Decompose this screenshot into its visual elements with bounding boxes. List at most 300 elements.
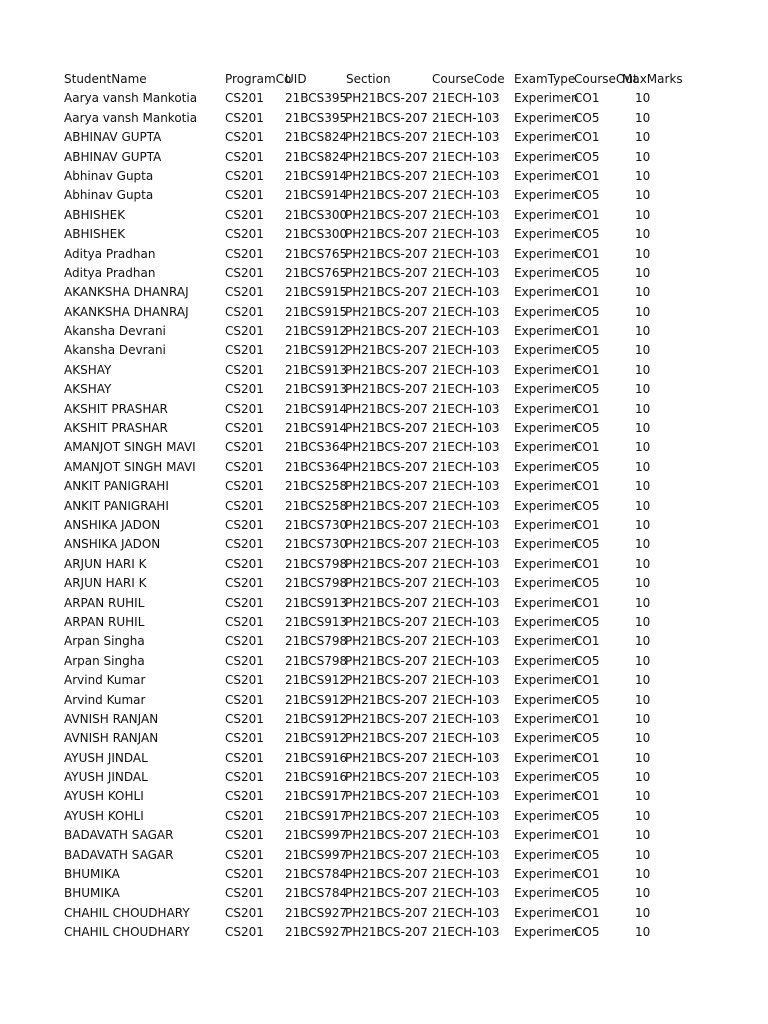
cell-course-code: 21ECH-103: [432, 304, 500, 319]
cell-course-code: 21ECH-103: [432, 537, 500, 552]
cell-student-name: ARJUN HARI K: [64, 556, 147, 571]
cell-section: PH21BCS-207: [345, 479, 428, 494]
cell-exam-type: Experimen: [514, 343, 579, 358]
cell-uid: 21BCS913: [285, 382, 348, 397]
cell-course-code: 21ECH-103: [432, 711, 500, 726]
cell-program-code: CS201: [225, 925, 264, 940]
cell-course-out: CO1: [574, 867, 600, 882]
cell-exam-type: Experimen: [514, 517, 579, 532]
cell-course-code: 21ECH-103: [432, 91, 500, 106]
cell-section: PH21BCS-207: [345, 343, 428, 358]
cell-student-name: BHUMIKA: [64, 886, 120, 901]
cell-program-code: CS201: [225, 304, 264, 319]
cell-exam-type: Experimen: [514, 168, 579, 183]
cell-course-code: 21ECH-103: [432, 285, 500, 300]
cell-max-marks: 10: [635, 285, 651, 300]
cell-uid: 21BCS912: [285, 711, 348, 726]
cell-course-code: 21ECH-103: [432, 692, 500, 707]
cell-course-out: CO1: [574, 401, 600, 416]
cell-course-code: 21ECH-103: [432, 614, 500, 629]
cell-program-code: CS201: [225, 847, 264, 862]
cell-exam-type: Experimen: [514, 614, 579, 629]
cell-section: PH21BCS-207: [345, 227, 428, 242]
cell-student-name: BADAVATH SAGAR: [64, 828, 174, 843]
cell-uid: 21BCS258: [285, 479, 348, 494]
cell-student-name: AKSHAY: [64, 382, 112, 397]
cell-exam-type: Experimen: [514, 556, 579, 571]
cell-max-marks: 10: [635, 401, 651, 416]
cell-course-out: CO1: [574, 673, 600, 688]
cell-student-name: Arvind Kumar: [64, 692, 146, 707]
cell-course-code: 21ECH-103: [432, 576, 500, 591]
cell-uid: 21BCS917: [285, 808, 348, 823]
cell-student-name: AVNISH RANJAN: [64, 731, 159, 746]
cell-course-code: 21ECH-103: [432, 517, 500, 532]
cell-student-name: Aarya vansh Mankotia: [64, 91, 198, 106]
cell-uid: 21BCS917: [285, 789, 348, 804]
cell-exam-type: Experimen: [514, 382, 579, 397]
cell-course-out: CO1: [574, 324, 600, 339]
cell-max-marks: 10: [635, 770, 651, 785]
cell-section: PH21BCS-207: [345, 265, 428, 280]
cell-exam-type: Experimen: [514, 789, 579, 804]
cell-course-code: 21ECH-103: [432, 867, 500, 882]
cell-program-code: CS201: [225, 517, 264, 532]
header-student-name: StudentName: [64, 72, 147, 86]
cell-course-out: CO5: [574, 188, 600, 203]
cell-student-name: AYUSH KOHLI: [64, 789, 144, 804]
cell-course-code: 21ECH-103: [432, 149, 500, 164]
cell-course-out: CO1: [574, 517, 600, 532]
cell-section: PH21BCS-207: [345, 905, 428, 920]
cell-program-code: CS201: [225, 886, 264, 901]
cell-course-code: 21ECH-103: [432, 188, 500, 203]
cell-section: PH21BCS-207: [345, 614, 428, 629]
cell-section: PH21BCS-207: [345, 867, 428, 882]
cell-uid: 21BCS784: [285, 886, 348, 901]
cell-max-marks: 10: [635, 110, 651, 125]
cell-max-marks: 10: [635, 343, 651, 358]
cell-max-marks: 10: [635, 207, 651, 222]
cell-course-out: CO1: [574, 285, 600, 300]
cell-course-out: CO1: [574, 362, 600, 377]
cell-section: PH21BCS-207: [345, 653, 428, 668]
cell-exam-type: Experimen: [514, 905, 579, 920]
cell-course-out: CO5: [574, 149, 600, 164]
cell-course-code: 21ECH-103: [432, 421, 500, 436]
cell-uid: 21BCS912: [285, 343, 348, 358]
cell-program-code: CS201: [225, 401, 264, 416]
cell-max-marks: 10: [635, 925, 651, 940]
cell-course-code: 21ECH-103: [432, 130, 500, 145]
cell-max-marks: 10: [635, 537, 651, 552]
cell-student-name: AMANJOT SINGH MAVI: [64, 440, 196, 455]
cell-max-marks: 10: [635, 498, 651, 513]
cell-exam-type: Experimen: [514, 459, 579, 474]
cell-program-code: CS201: [225, 828, 264, 843]
cell-course-out: CO1: [574, 634, 600, 649]
cell-exam-type: Experimen: [514, 886, 579, 901]
cell-program-code: CS201: [225, 168, 264, 183]
cell-uid: 21BCS798: [285, 634, 348, 649]
cell-program-code: CS201: [225, 692, 264, 707]
cell-section: PH21BCS-207: [345, 324, 428, 339]
cell-section: PH21BCS-207: [345, 886, 428, 901]
cell-uid: 21BCS395: [285, 110, 348, 125]
header-section: Section: [346, 72, 391, 86]
cell-max-marks: 10: [635, 421, 651, 436]
cell-section: PH21BCS-207: [345, 731, 428, 746]
cell-exam-type: Experimen: [514, 576, 579, 591]
cell-exam-type: Experimen: [514, 130, 579, 145]
cell-course-out: CO1: [574, 168, 600, 183]
cell-student-name: Aditya Pradhan: [64, 265, 156, 280]
cell-uid: 21BCS798: [285, 576, 348, 591]
cell-student-name: ARPAN RUHIL: [64, 614, 145, 629]
cell-student-name: ANSHIKA JADON: [64, 517, 161, 532]
cell-student-name: Arvind Kumar: [64, 673, 146, 688]
cell-course-code: 21ECH-103: [432, 595, 500, 610]
cell-section: PH21BCS-207: [345, 847, 428, 862]
cell-program-code: CS201: [225, 362, 264, 377]
cell-max-marks: 10: [635, 168, 651, 183]
cell-section: PH21BCS-207: [345, 692, 428, 707]
cell-course-out: CO1: [574, 789, 600, 804]
cell-max-marks: 10: [635, 382, 651, 397]
cell-section: PH21BCS-207: [345, 498, 428, 513]
cell-exam-type: Experimen: [514, 110, 579, 125]
cell-max-marks: 10: [635, 304, 651, 319]
cell-uid: 21BCS395: [285, 91, 348, 106]
cell-course-out: CO5: [574, 227, 600, 242]
cell-exam-type: Experimen: [514, 362, 579, 377]
cell-course-out: CO1: [574, 130, 600, 145]
cell-exam-type: Experimen: [514, 401, 579, 416]
cell-course-out: CO1: [574, 479, 600, 494]
cell-max-marks: 10: [635, 634, 651, 649]
cell-max-marks: 10: [635, 324, 651, 339]
cell-uid: 21BCS730: [285, 537, 348, 552]
cell-section: PH21BCS-207: [345, 576, 428, 591]
cell-uid: 21BCS913: [285, 595, 348, 610]
cell-course-code: 21ECH-103: [432, 847, 500, 862]
cell-program-code: CS201: [225, 576, 264, 591]
cell-course-code: 21ECH-103: [432, 382, 500, 397]
header-uid: UID: [285, 72, 307, 86]
cell-section: PH21BCS-207: [345, 110, 428, 125]
cell-program-code: CS201: [225, 91, 264, 106]
cell-program-code: CS201: [225, 324, 264, 339]
cell-course-out: CO5: [574, 343, 600, 358]
cell-program-code: CS201: [225, 653, 264, 668]
cell-student-name: AKSHIT PRASHAR: [64, 401, 168, 416]
cell-uid: 21BCS997: [285, 828, 348, 843]
header-course-code: CourseCode: [432, 72, 505, 86]
cell-course-code: 21ECH-103: [432, 750, 500, 765]
cell-course-code: 21ECH-103: [432, 246, 500, 261]
cell-program-code: CS201: [225, 265, 264, 280]
cell-program-code: CS201: [225, 789, 264, 804]
cell-uid: 21BCS913: [285, 362, 348, 377]
cell-exam-type: Experimen: [514, 673, 579, 688]
cell-course-out: CO5: [574, 576, 600, 591]
cell-uid: 21BCS300: [285, 227, 348, 242]
cell-uid: 21BCS915: [285, 285, 348, 300]
cell-course-code: 21ECH-103: [432, 808, 500, 823]
cell-exam-type: Experimen: [514, 808, 579, 823]
cell-max-marks: 10: [635, 91, 651, 106]
cell-exam-type: Experimen: [514, 246, 579, 261]
cell-program-code: CS201: [225, 498, 264, 513]
cell-exam-type: Experimen: [514, 595, 579, 610]
cell-course-code: 21ECH-103: [432, 925, 500, 940]
cell-course-code: 21ECH-103: [432, 905, 500, 920]
cell-course-code: 21ECH-103: [432, 731, 500, 746]
cell-uid: 21BCS914: [285, 168, 348, 183]
cell-uid: 21BCS912: [285, 731, 348, 746]
cell-course-out: CO1: [574, 828, 600, 843]
cell-uid: 21BCS765: [285, 265, 348, 280]
cell-program-code: CS201: [225, 905, 264, 920]
cell-exam-type: Experimen: [514, 265, 579, 280]
cell-student-name: Arpan Singha: [64, 634, 145, 649]
cell-max-marks: 10: [635, 789, 651, 804]
cell-student-name: ABHISHEK: [64, 207, 126, 222]
cell-uid: 21BCS912: [285, 692, 348, 707]
cell-course-out: CO5: [574, 498, 600, 513]
cell-max-marks: 10: [635, 149, 651, 164]
cell-course-code: 21ECH-103: [432, 459, 500, 474]
cell-program-code: CS201: [225, 130, 264, 145]
cell-max-marks: 10: [635, 595, 651, 610]
cell-section: PH21BCS-207: [345, 517, 428, 532]
cell-student-name: Akansha Devrani: [64, 343, 166, 358]
cell-uid: 21BCS824: [285, 149, 348, 164]
cell-student-name: AVNISH RANJAN: [64, 711, 159, 726]
cell-uid: 21BCS824: [285, 130, 348, 145]
cell-section: PH21BCS-207: [345, 789, 428, 804]
cell-section: PH21BCS-207: [345, 711, 428, 726]
cell-section: PH21BCS-207: [345, 91, 428, 106]
cell-course-out: CO5: [574, 925, 600, 940]
cell-student-name: Aditya Pradhan: [64, 246, 156, 261]
cell-uid: 21BCS730: [285, 517, 348, 532]
cell-program-code: CS201: [225, 421, 264, 436]
cell-course-code: 21ECH-103: [432, 362, 500, 377]
cell-course-out: CO1: [574, 750, 600, 765]
cell-student-name: BADAVATH SAGAR: [64, 847, 174, 862]
header-program-code: ProgramCo: [225, 72, 292, 86]
cell-course-code: 21ECH-103: [432, 556, 500, 571]
cell-exam-type: Experimen: [514, 324, 579, 339]
cell-exam-type: Experimen: [514, 304, 579, 319]
cell-section: PH21BCS-207: [345, 459, 428, 474]
cell-max-marks: 10: [635, 130, 651, 145]
cell-student-name: Abhinav Gupta: [64, 168, 154, 183]
cell-max-marks: 10: [635, 711, 651, 726]
cell-exam-type: Experimen: [514, 925, 579, 940]
cell-uid: 21BCS916: [285, 750, 348, 765]
cell-program-code: CS201: [225, 711, 264, 726]
cell-student-name: CHAHIL CHOUDHARY: [64, 925, 190, 940]
cell-section: PH21BCS-207: [345, 246, 428, 261]
cell-course-code: 21ECH-103: [432, 168, 500, 183]
cell-student-name: ARJUN HARI K: [64, 576, 147, 591]
cell-uid: 21BCS997: [285, 847, 348, 862]
cell-uid: 21BCS798: [285, 556, 348, 571]
cell-uid: 21BCS912: [285, 324, 348, 339]
cell-section: PH21BCS-207: [345, 401, 428, 416]
cell-section: PH21BCS-207: [345, 634, 428, 649]
cell-program-code: CS201: [225, 285, 264, 300]
cell-course-out: CO5: [574, 770, 600, 785]
cell-student-name: Abhinav Gupta: [64, 188, 154, 203]
cell-course-code: 21ECH-103: [432, 673, 500, 688]
cell-course-out: CO1: [574, 556, 600, 571]
cell-uid: 21BCS765: [285, 246, 348, 261]
cell-max-marks: 10: [635, 459, 651, 474]
cell-course-out: CO5: [574, 808, 600, 823]
cell-program-code: CS201: [225, 595, 264, 610]
cell-exam-type: Experimen: [514, 479, 579, 494]
cell-course-code: 21ECH-103: [432, 227, 500, 242]
cell-course-code: 21ECH-103: [432, 324, 500, 339]
cell-section: PH21BCS-207: [345, 537, 428, 552]
cell-program-code: CS201: [225, 808, 264, 823]
cell-program-code: CS201: [225, 634, 264, 649]
cell-max-marks: 10: [635, 227, 651, 242]
cell-exam-type: Experimen: [514, 149, 579, 164]
cell-section: PH21BCS-207: [345, 188, 428, 203]
cell-course-out: CO1: [574, 207, 600, 222]
cell-program-code: CS201: [225, 382, 264, 397]
cell-program-code: CS201: [225, 440, 264, 455]
cell-course-code: 21ECH-103: [432, 770, 500, 785]
cell-max-marks: 10: [635, 265, 651, 280]
cell-course-out: CO5: [574, 692, 600, 707]
cell-course-out: CO1: [574, 711, 600, 726]
cell-max-marks: 10: [635, 479, 651, 494]
cell-program-code: CS201: [225, 731, 264, 746]
cell-uid: 21BCS364: [285, 459, 348, 474]
cell-uid: 21BCS915: [285, 304, 348, 319]
cell-program-code: CS201: [225, 673, 264, 688]
cell-course-out: CO5: [574, 614, 600, 629]
cell-exam-type: Experimen: [514, 847, 579, 862]
cell-exam-type: Experimen: [514, 537, 579, 552]
cell-program-code: CS201: [225, 227, 264, 242]
cell-uid: 21BCS364: [285, 440, 348, 455]
cell-exam-type: Experimen: [514, 770, 579, 785]
cell-exam-type: Experimen: [514, 421, 579, 436]
cell-section: PH21BCS-207: [345, 770, 428, 785]
cell-student-name: ANKIT PANIGRAHI: [64, 479, 169, 494]
cell-program-code: CS201: [225, 149, 264, 164]
cell-course-code: 21ECH-103: [432, 828, 500, 843]
cell-course-out: CO5: [574, 847, 600, 862]
cell-course-out: CO5: [574, 110, 600, 125]
cell-student-name: ARPAN RUHIL: [64, 595, 145, 610]
cell-exam-type: Experimen: [514, 227, 579, 242]
cell-program-code: CS201: [225, 770, 264, 785]
cell-exam-type: Experimen: [514, 653, 579, 668]
cell-program-code: CS201: [225, 556, 264, 571]
cell-course-out: CO5: [574, 421, 600, 436]
cell-uid: 21BCS927: [285, 925, 348, 940]
cell-uid: 21BCS916: [285, 770, 348, 785]
cell-exam-type: Experimen: [514, 440, 579, 455]
cell-max-marks: 10: [635, 246, 651, 261]
cell-max-marks: 10: [635, 867, 651, 882]
cell-max-marks: 10: [635, 673, 651, 688]
cell-program-code: CS201: [225, 343, 264, 358]
cell-exam-type: Experimen: [514, 828, 579, 843]
cell-course-out: CO1: [574, 246, 600, 261]
cell-section: PH21BCS-207: [345, 168, 428, 183]
cell-student-name: AKANKSHA DHANRAJ: [64, 304, 189, 319]
cell-section: PH21BCS-207: [345, 149, 428, 164]
cell-course-out: CO5: [574, 265, 600, 280]
cell-student-name: BHUMIKA: [64, 867, 120, 882]
cell-course-code: 21ECH-103: [432, 498, 500, 513]
cell-max-marks: 10: [635, 886, 651, 901]
cell-max-marks: 10: [635, 905, 651, 920]
cell-student-name: AYUSH JINDAL: [64, 770, 148, 785]
cell-course-out: CO1: [574, 440, 600, 455]
cell-max-marks: 10: [635, 362, 651, 377]
cell-section: PH21BCS-207: [345, 750, 428, 765]
cell-uid: 21BCS258: [285, 498, 348, 513]
cell-course-code: 21ECH-103: [432, 265, 500, 280]
cell-student-name: ANKIT PANIGRAHI: [64, 498, 169, 513]
cell-student-name: AKANKSHA DHANRAJ: [64, 285, 189, 300]
cell-exam-type: Experimen: [514, 188, 579, 203]
cell-section: PH21BCS-207: [345, 808, 428, 823]
header-exam-type: ExamType: [514, 72, 576, 86]
cell-max-marks: 10: [635, 731, 651, 746]
cell-exam-type: Experimen: [514, 692, 579, 707]
cell-max-marks: 10: [635, 808, 651, 823]
cell-course-out: CO5: [574, 886, 600, 901]
cell-exam-type: Experimen: [514, 207, 579, 222]
cell-uid: 21BCS798: [285, 653, 348, 668]
header-max-marks: MaxMarks: [622, 72, 683, 86]
cell-max-marks: 10: [635, 576, 651, 591]
cell-exam-type: Experimen: [514, 711, 579, 726]
cell-exam-type: Experimen: [514, 867, 579, 882]
cell-section: PH21BCS-207: [345, 130, 428, 145]
cell-max-marks: 10: [635, 653, 651, 668]
cell-section: PH21BCS-207: [345, 925, 428, 940]
cell-student-name: Arpan Singha: [64, 653, 145, 668]
cell-uid: 21BCS784: [285, 867, 348, 882]
cell-course-out: CO1: [574, 905, 600, 920]
cell-section: PH21BCS-207: [345, 207, 428, 222]
cell-exam-type: Experimen: [514, 731, 579, 746]
cell-exam-type: Experimen: [514, 285, 579, 300]
cell-program-code: CS201: [225, 207, 264, 222]
cell-student-name: AYUSH KOHLI: [64, 808, 144, 823]
cell-section: PH21BCS-207: [345, 673, 428, 688]
cell-course-out: CO5: [574, 731, 600, 746]
cell-student-name: Aarya vansh Mankotia: [64, 110, 198, 125]
cell-max-marks: 10: [635, 188, 651, 203]
cell-course-code: 21ECH-103: [432, 789, 500, 804]
cell-course-out: CO5: [574, 382, 600, 397]
cell-exam-type: Experimen: [514, 91, 579, 106]
cell-course-code: 21ECH-103: [432, 479, 500, 494]
cell-uid: 21BCS912: [285, 673, 348, 688]
